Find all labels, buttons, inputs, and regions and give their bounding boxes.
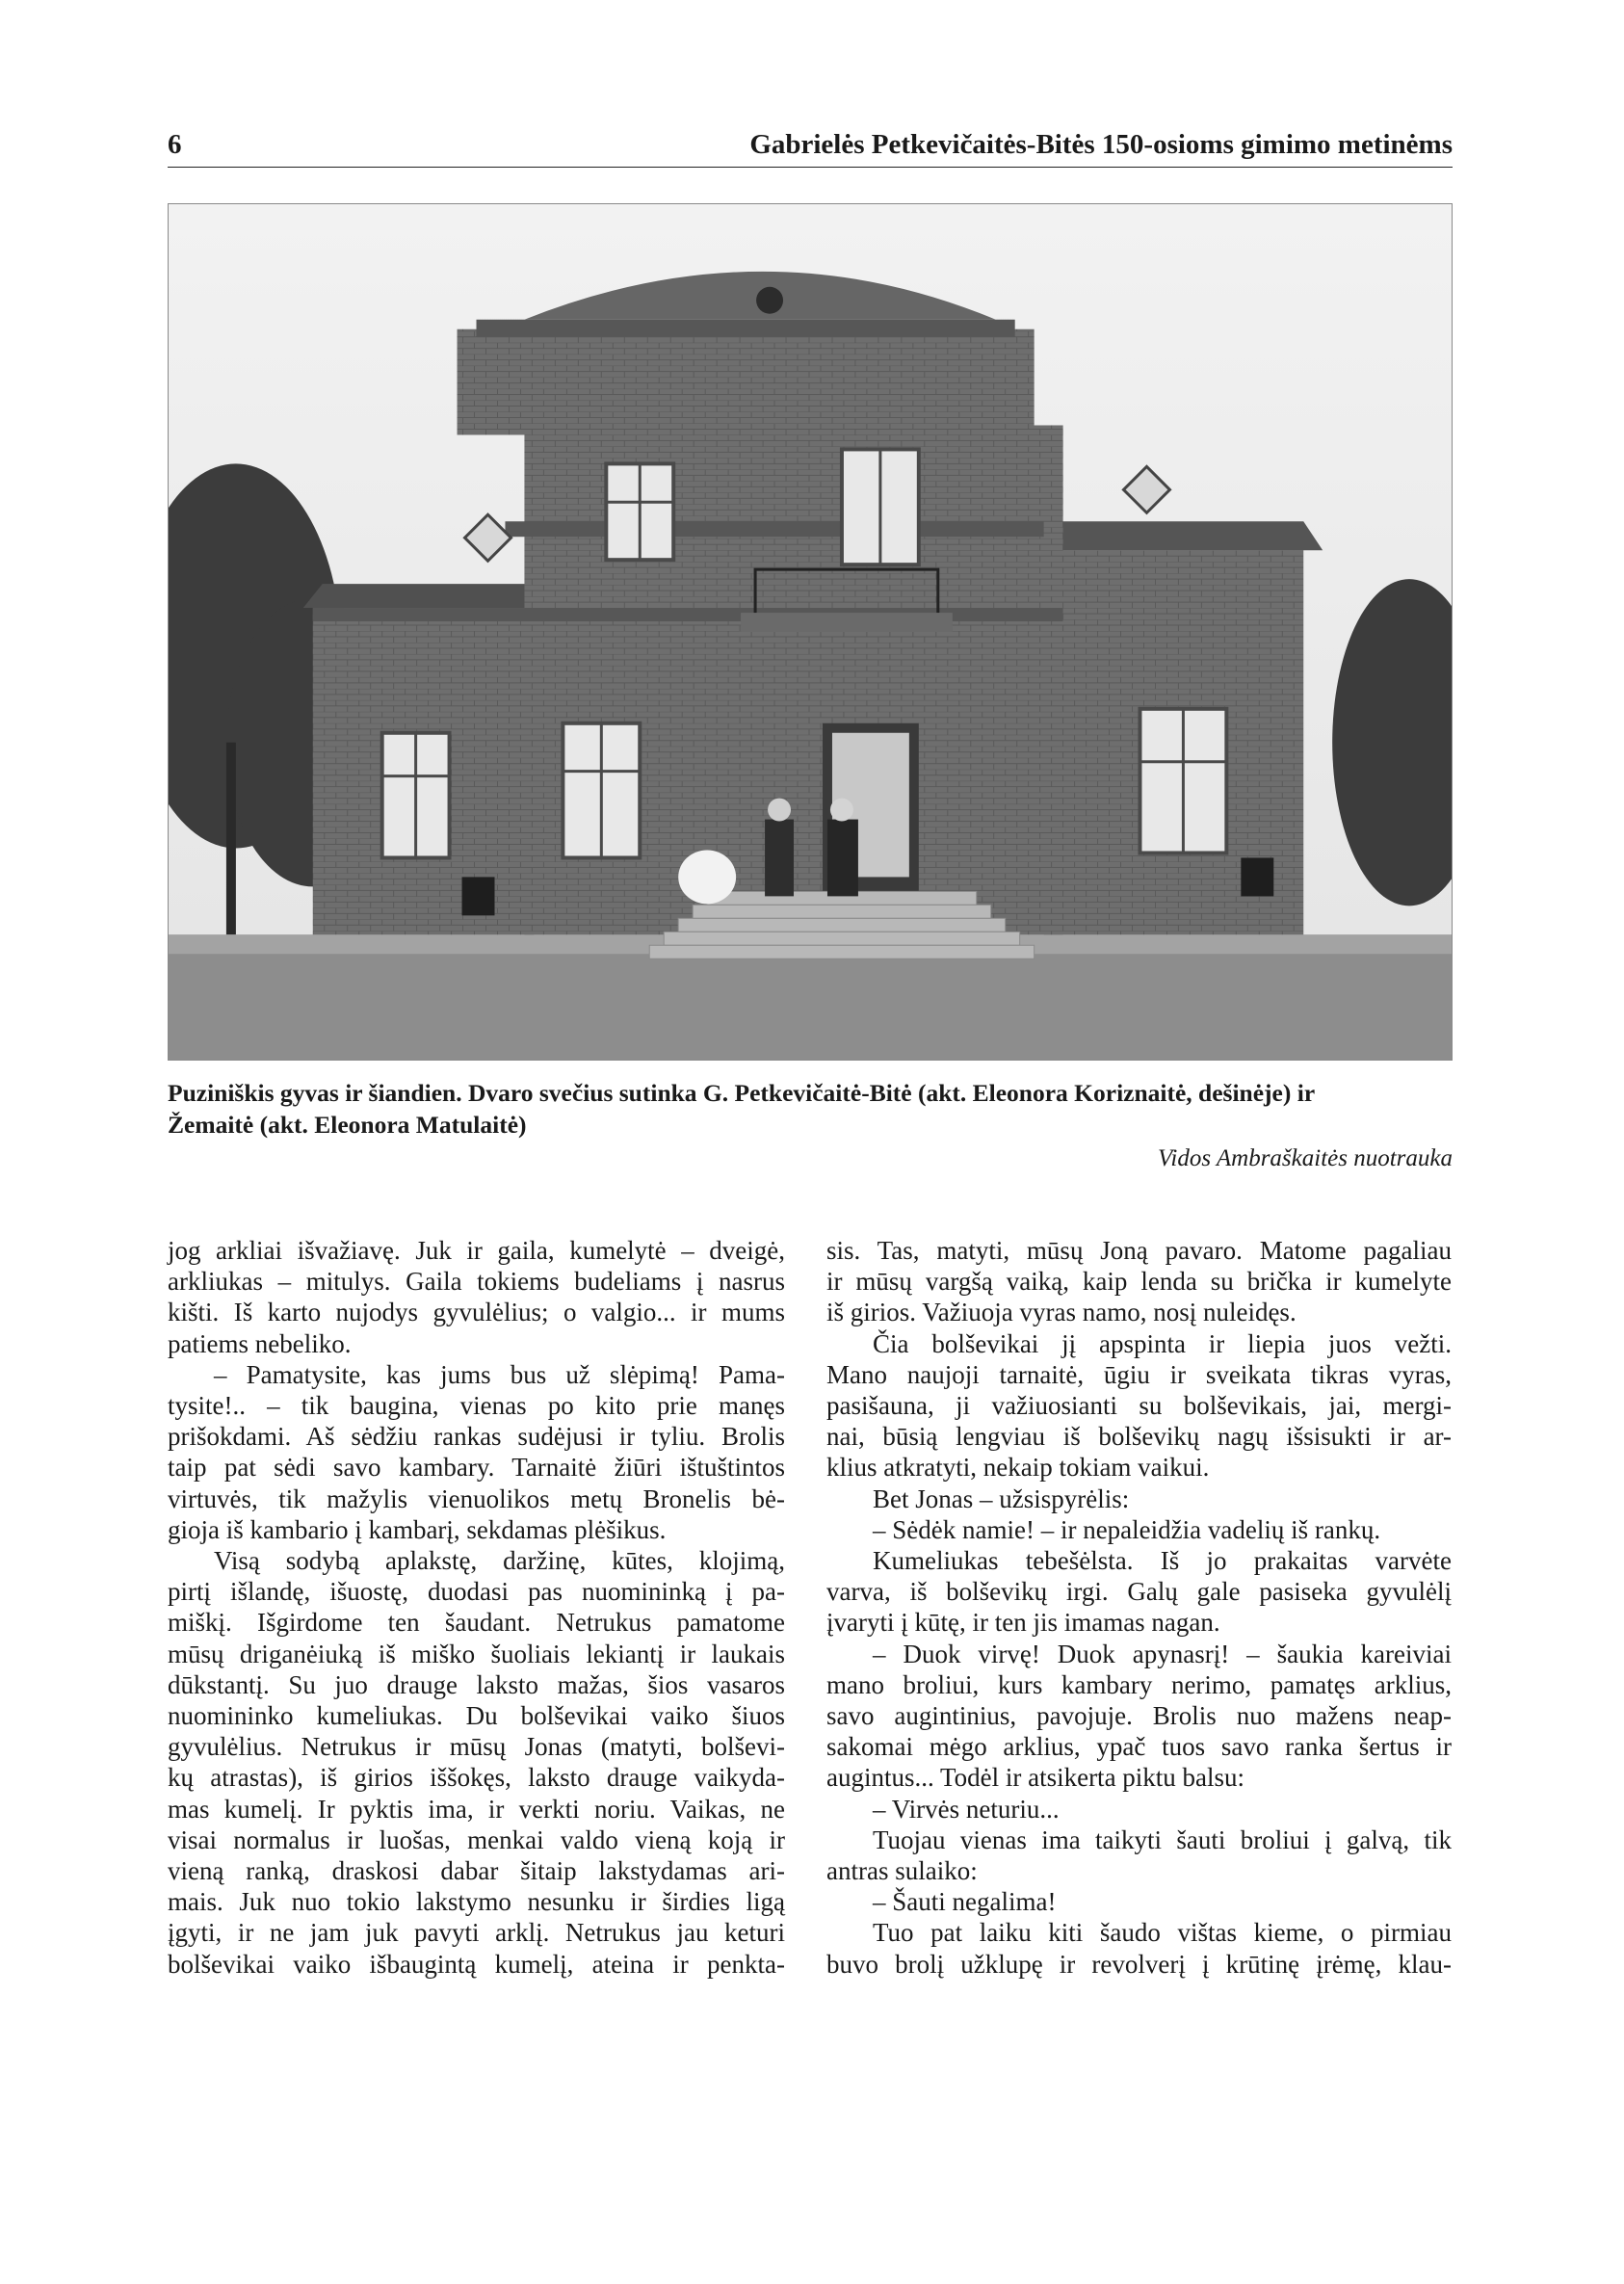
text-line: – Sėdėk namie! – ir nepaleidžia vadelių iš rankų. <box>873 1514 1381 1544</box>
text-line: ir mūsų vargšą vaiką, kaip lenda su brička ir kumelyte <box>826 1267 1452 1297</box>
text-line: Bet Jonas – užsispyrėlis: <box>873 1483 1130 1513</box>
text-line: tysite!.. – tik baugina, vienas po kito prie manęs <box>168 1391 785 1421</box>
caption-line: Puziniškis gyvas ir šiandien. Dvaro svečius sutinka G. Petkevičaitė-Bitė (akt. Eleonora Koriznaitė, dešinėje) ir <box>168 1079 1316 1107</box>
text-line: pasišauna, ji važiuosianti su bolševikais, jai, mergi- <box>826 1391 1452 1421</box>
header-rule <box>168 167 1453 168</box>
running-title: Gabrielės Petkevičaitės-Bitės 150-osioms gimimo metinėms <box>749 129 1453 160</box>
text-line: vieną ranką, draskosi dabar šitaip lakstydamas ari- <box>168 1856 785 1886</box>
manor-house-photo-icon <box>169 204 1452 1060</box>
right-text-column <box>826 1235 1452 1980</box>
text-line: klius atkratyti, nekaip tokiam vaikui. <box>826 1453 1210 1483</box>
text-line: visai normalus ir luošas, menkai valdo vieną koją ir <box>168 1825 785 1854</box>
text-line: miškį. Išgirdome ten šaudant. Netrukus pamatome <box>168 1608 785 1638</box>
text-line: – Pamatysite, kas jums bus už slėpimą! Pama- <box>214 1359 785 1389</box>
text-line: mūsų driganėiuką iš miško šuoliais lekiantį ir laukais <box>168 1639 785 1668</box>
text-line: taip pat sėdi savo kambary. Tarnaitė žiūri ištuštintos <box>168 1453 785 1483</box>
text-line: patiems nebeliko. <box>168 1328 352 1358</box>
left-text-column <box>168 1235 785 1980</box>
text-line: dūkstantį. Su juo drauge laksto mažas, šios vasaros <box>168 1669 785 1699</box>
text-line: įvaryti į kūtę, ir ten jis imamas nagan. <box>826 1608 1220 1638</box>
caption-line: Žemaitė (akt. Eleonora Matulaitė) <box>168 1111 527 1139</box>
text-line: – Duok virvę! Duok apynasrį! – šaukia kareiviai <box>873 1639 1452 1668</box>
text-line: augintus... Todėl ir atsikerta piktu balsu: <box>826 1763 1245 1793</box>
text-line: mas kumelį. Ir pyktis ima, ir verkti noriu. Vaikas, ne <box>168 1794 785 1824</box>
text-line: Tuo pat laiku kiti šaudo vištas kieme, o pirmiau <box>873 1918 1452 1948</box>
text-line: antras sulaiko: <box>826 1856 978 1886</box>
text-line: Mano naujoji tarnaitė, ūgiu ir sveikata tikras vyras, <box>826 1359 1452 1389</box>
photo-caption <box>168 1077 1453 1141</box>
text-line: – Virvės neturiu... <box>873 1794 1060 1824</box>
text-line: gioja iš kambario į kambarį, sekdamas plėšikus. <box>168 1514 667 1544</box>
text-line: bolševikai vaiko išbaugintą kumelį, ateina ir penkta- <box>168 1949 785 1979</box>
page-number: 6 <box>168 129 182 160</box>
text-line: mais. Juk nuo tokio lakstymo nesunku ir širdies ligą <box>168 1887 785 1917</box>
text-line: prišokdami. Aš sėdžiu rankas sudėjusi ir tyliu. Brolis <box>168 1422 785 1452</box>
text-line: nai, būsią lengviau iš bolševikų nagų išsisukti ir ar- <box>826 1422 1452 1452</box>
text-line: Visą sodybą aplakstę, daržinę, kūtes, klojimą, <box>214 1546 785 1576</box>
text-line: virtuvės, tik mažylis vienuolikos metų Bronelis bė- <box>168 1483 785 1513</box>
text-line: buvo brolį užklupę ir revolverį į krūtinę įrėmę, klau- <box>826 1949 1452 1979</box>
text-line: varva, iš bolševikų irgi. Galų gale pasiseka gyvulėlį <box>826 1577 1452 1607</box>
text-line: gyvulėlius. Netrukus ir mūsų Jonas (matyti, bolševi- <box>168 1732 785 1762</box>
text-line: – Šauti negalima! <box>873 1887 1057 1917</box>
text-line: kišti. Iš karto nujodys gyvulėlius; o valgio... ir mums <box>168 1298 785 1327</box>
text-line: Čia bolševikai jį apspinta ir liepia juos vežti. <box>873 1328 1452 1358</box>
text-line: iš girios. Važiuoja vyras namo, nosį nuleidęs. <box>826 1298 1297 1327</box>
page-header <box>168 129 1453 170</box>
text-line: nuomininko kumeliukas. Du bolševikai vaiko šiuos <box>168 1701 785 1731</box>
text-line: Kumeliukas tebešėlsta. Iš jo prakaitas varvėte <box>873 1546 1452 1576</box>
text-line: pirtį išlandę, išuostę, duodasi pas nuomininką į pa- <box>168 1577 785 1607</box>
photo-credit: Vidos Ambraškaitės nuotrauka <box>1157 1145 1453 1171</box>
text-line: mano broliui, kurs kambary nerimo, pamatęs arklius, <box>826 1669 1452 1699</box>
text-line: sis. Tas, matyti, mūsų Joną pavaro. Matome pagaliau <box>826 1236 1452 1265</box>
text-line: įgyti, ir ne jam juk pavyti arklį. Netrukus jau keturi <box>168 1918 785 1948</box>
text-line: Tuojau vienas ima taikyti šauti broliui į galvą, tik <box>873 1825 1452 1854</box>
text-line: sakomai mėgo arklius, ypač tuos savo ranka šertus ir <box>826 1732 1452 1762</box>
text-line: jog arkliai išvažiavę. Juk ir gaila, kumelytė – dveigė, <box>168 1236 785 1265</box>
text-line: arkliukas – mitulys. Gaila tokiems budeliams į nasrus <box>168 1267 785 1297</box>
manor-house-photo <box>168 203 1453 1061</box>
text-line: savo augintinius, pavojuje. Brolis nuo mažens neap- <box>826 1701 1452 1731</box>
text-line: kų atrastas), iš girios iššokęs, laksto drauge vaikyda- <box>168 1763 785 1793</box>
